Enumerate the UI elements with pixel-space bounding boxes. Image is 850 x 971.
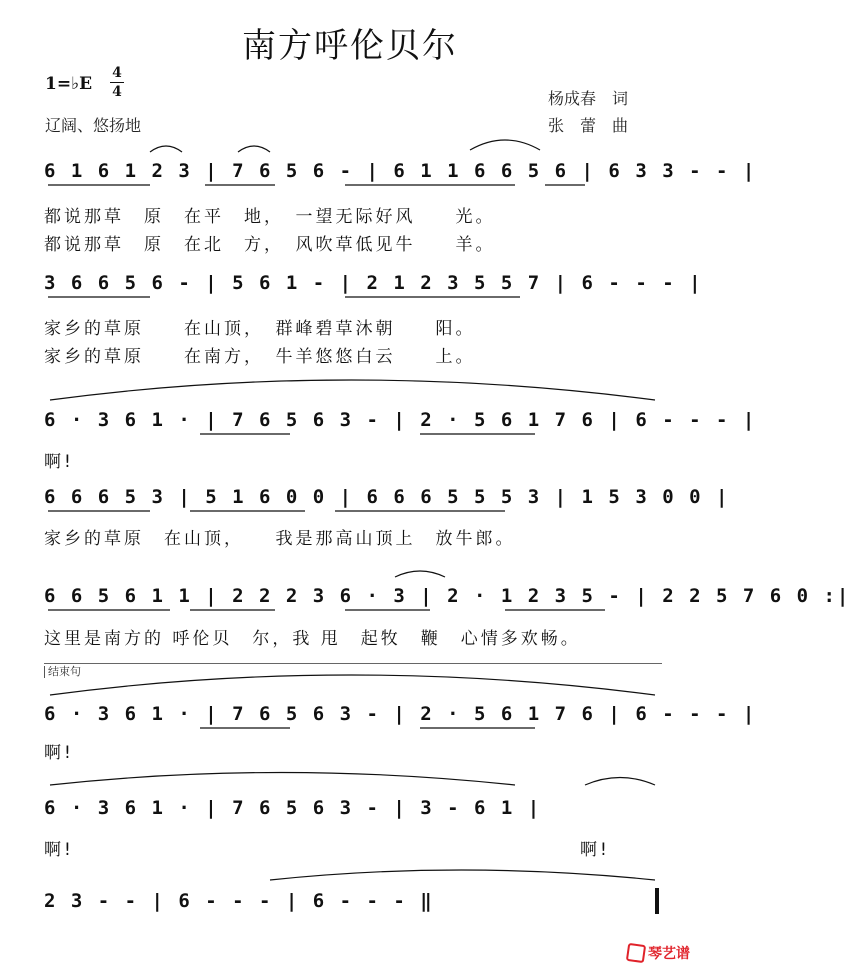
composer-credit: 张 蕾 曲	[548, 116, 629, 135]
score-row-3: 6 · 3 6 1 · | 7 6 5 6 3 - | 2 · 5 6 1 7 6 | 6 - - - |	[44, 409, 757, 431]
watermark-text: 琴艺谱	[648, 946, 690, 962]
lyric-row-5: 啊!	[44, 452, 74, 472]
score-row-5: 6 6 5 6 1 1 | 2 2 2 3 6 · 3 | 2 · 1 2 3 5 - | 2 2 5 7 6 0 :|	[44, 585, 850, 607]
slur-mark	[150, 146, 182, 152]
phrase-slur	[50, 675, 655, 695]
lyric-row-4: 家乡的草原 在南方， 牛羊悠悠白云 上。	[44, 347, 476, 367]
logo-icon	[626, 943, 646, 963]
watermark-logo	[627, 943, 690, 963]
lyric-row-7: 这里是南方的 呼伦贝 尔，我 甩 起牧 鞭 心情多欢畅。	[44, 629, 581, 649]
lyric-row-6: 家乡的草原 在山顶， 我是那高山顶上 放牛郎。	[44, 529, 516, 549]
lyricist-credit: 杨成春 词	[548, 89, 629, 108]
song-title: 南方呼伦贝尔	[242, 26, 458, 66]
lyric-row-3: 家乡的草原 在山顶， 群峰碧草沐朝 阳。	[44, 319, 476, 339]
score-row-8: 2 3 - - | 6 - - - | 6 - - - ‖	[44, 890, 434, 912]
lyric-row-10: 啊!	[580, 840, 610, 860]
time-signature-top: 4	[112, 65, 122, 81]
lyric-row-9: 啊!	[44, 840, 74, 860]
time-signature-bottom: 4	[112, 84, 122, 100]
lyric-row-8: 啊!	[44, 743, 74, 763]
score-row-7: 6 · 3 6 1 · | 7 6 5 6 3 - | 3 - 6 1 |	[44, 797, 542, 819]
phrase-slur	[50, 773, 515, 786]
slur-mark	[395, 571, 445, 577]
slur-mark	[585, 778, 655, 786]
ending-label: 结束句	[44, 666, 81, 678]
phrase-slur	[50, 380, 655, 400]
score-row-2: 3 6 6 5 6 - | 5 6 1 - | 2 1 2 3 5 5 7 | 6 - - - |	[44, 272, 703, 294]
score-row-6: 6 · 3 6 1 · | 7 6 5 6 3 - | 2 · 5 6 1 7 6 | 6 - - - |	[44, 703, 757, 725]
score-row-4: 6 6 6 5 3 | 5 1 6 0 0 | 6 6 6 5 5 5 3 | 1 5 3 0 0 |	[44, 486, 730, 508]
tie-mark	[270, 870, 655, 880]
lyric-row-2: 都说那草 原 在北 方， 风吹草低见牛 羊。	[44, 235, 496, 255]
tempo-marking: 辽阔、悠扬地	[45, 116, 142, 135]
slur-mark	[470, 140, 540, 150]
lyric-row-1: 都说那草 原 在平 地， 一望无际好风 光。	[44, 207, 496, 227]
score-row-1: 6 1 6 1 2 3 | 7 6 5 6 - | 6 1 1 6 6 5 6 | 6 3 3 - - |	[44, 160, 757, 182]
key-signature: 1=♭E	[45, 74, 93, 94]
slur-mark	[238, 146, 270, 152]
